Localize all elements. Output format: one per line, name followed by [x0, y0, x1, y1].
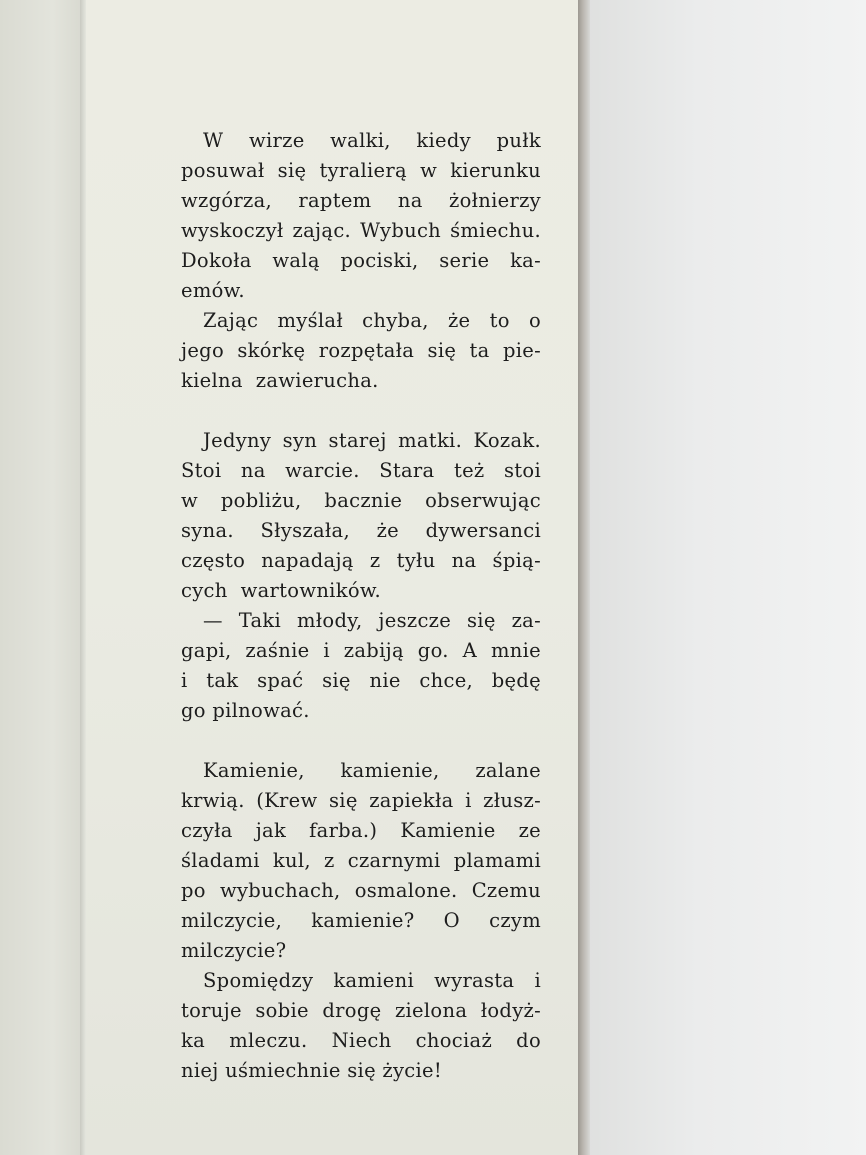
text-line: toruje sobie drogę zielona łodyż-: [181, 999, 541, 1022]
page-text: [181, 126, 541, 1086]
text-line: niej uśmiechnie się życie!: [181, 1059, 443, 1082]
page-edge-shadow: [578, 0, 590, 1155]
text-line: go pilnować.: [181, 699, 310, 722]
text-section: [181, 426, 541, 726]
paragraph: [181, 126, 541, 306]
text-line: cych wartowników.: [181, 579, 382, 602]
paragraph: [181, 966, 541, 1086]
text-line: Spomiędzy kamieni wyrasta i: [203, 969, 541, 992]
section-break: [181, 396, 541, 426]
text-line: syna. Słyszała, że dywersanci: [181, 519, 541, 542]
text-line: w pobliżu, bacznie obserwując: [181, 489, 541, 512]
text-line: gapi, zaśnie i zabiją go. A mnie: [181, 639, 541, 662]
text-line: Stoi na warcie. Stara też stoi: [181, 459, 541, 482]
text-line: śladami kul, z czarnymi plamami: [181, 849, 541, 872]
text-line: i tak spać się nie chce, będę: [181, 669, 541, 692]
text-line: wyskoczył zając. Wybuch śmiechu.: [181, 219, 541, 242]
text-line: jego skórkę rozpętała się ta pie-: [181, 339, 541, 362]
paragraph: [181, 756, 541, 966]
previous-page-edge: [0, 0, 88, 1155]
text-line: czyła jak farba.) Kamienie ze: [181, 819, 541, 842]
text-section: [181, 126, 541, 396]
text-line: wzgórza, raptem na żołnierzy: [181, 189, 541, 212]
paragraph: [181, 306, 541, 396]
text-line: Zając myślał chyba, że to o: [203, 309, 541, 332]
text-line: Jedyny syn starej matki. Kozak.: [203, 429, 541, 452]
text-line: posuwał się tyralierą w kierunku: [181, 159, 541, 182]
text-line: W wirze walki, kiedy pułk: [203, 129, 541, 152]
text-line: emów.: [181, 279, 245, 302]
text-line: często napadają z tyłu na śpią-: [181, 549, 541, 572]
text-line: ka mleczu. Niech chociaż do: [181, 1029, 541, 1052]
text-section: [181, 756, 541, 1086]
text-line: — Taki młody, jeszcze się za-: [203, 609, 541, 632]
text-line: kielna zawierucha.: [181, 369, 379, 392]
text-line: po wybuchach, osmalone. Czemu: [181, 879, 541, 902]
text-line: milczycie?: [181, 939, 287, 962]
paragraph: [181, 426, 541, 606]
text-line: milczycie, kamienie? O czym: [181, 909, 541, 932]
book-page: [86, 0, 580, 1155]
background-surface: [586, 0, 866, 1155]
text-line: Dokoła walą pociski, serie ka-: [181, 249, 541, 272]
text-line: Kamienie, kamienie, zalane: [203, 759, 541, 782]
paragraph: [181, 606, 541, 726]
text-line: krwią. (Krew się zapiekła i złusz-: [181, 789, 541, 812]
section-break: [181, 726, 541, 756]
